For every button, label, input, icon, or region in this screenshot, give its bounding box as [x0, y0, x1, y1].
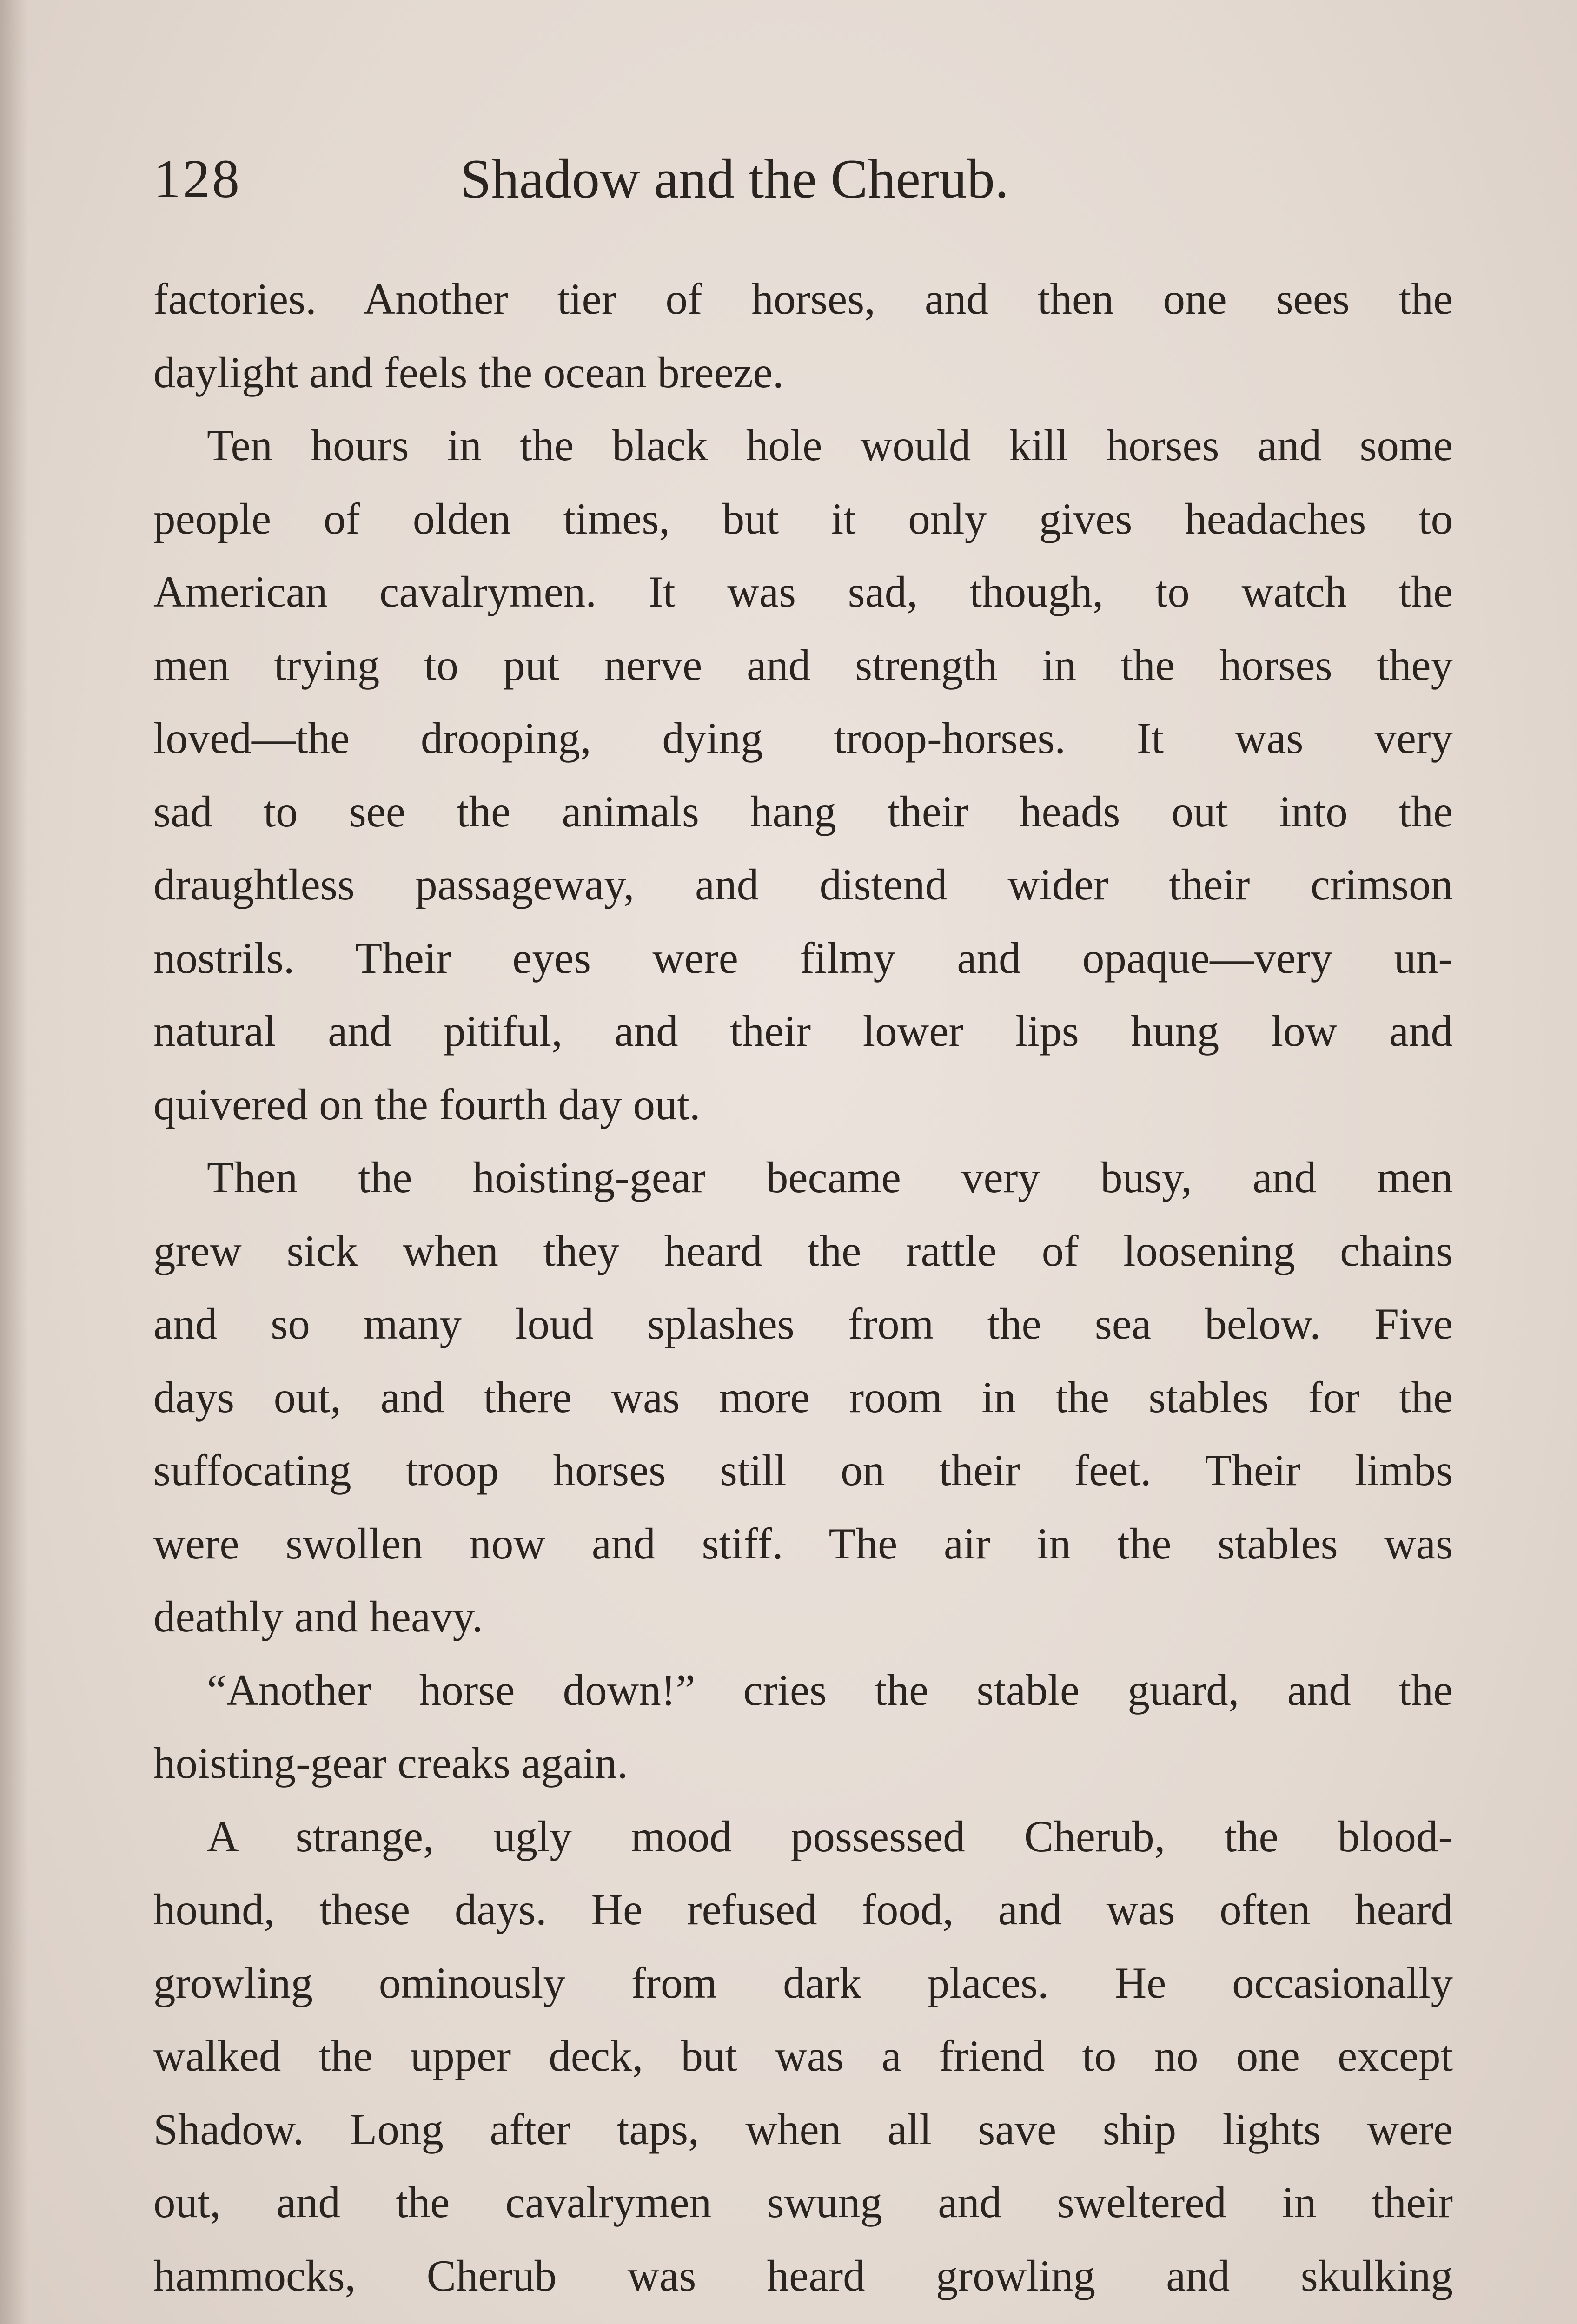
- text-line: natural and pitiful, and their lower lips hung low and: [153, 1006, 1453, 1056]
- body-text: [153, 263, 1453, 2324]
- text-line: Shadow. Long after taps, when all save ship lights were: [153, 2104, 1453, 2154]
- text-line: Ten hours in the black hole would kill horses and some: [207, 421, 1453, 470]
- text-line: quivered on the fourth day out.: [153, 1079, 701, 1129]
- text-line: nostrils. Their eyes were filmy and opaque—very un-: [153, 933, 1453, 983]
- text-line: daylight and feels the ocean breeze.: [153, 347, 784, 397]
- text-line: [153, 2312, 1453, 2324]
- text-line: hammocks, Cherub was heard growling and skulking: [153, 2251, 1453, 2300]
- text-line: sad to see the animals hang their heads out into the: [153, 786, 1453, 836]
- text-line: hoisting-gear creaks again.: [153, 1738, 628, 1788]
- text-line: draughtless passageway, and distend wider their crimson: [153, 860, 1453, 909]
- text-line: American cavalrymen. It was sad, though, to watch the: [153, 567, 1453, 616]
- text-line: suffocating troop horses still on their feet. Their limbs: [153, 1446, 1453, 1495]
- text-line: growling ominously from dark places. He occasionally: [153, 1958, 1453, 2007]
- text-line: A strange, ugly mood possessed Cherub, the blood-: [207, 1811, 1453, 1861]
- text-line: and so many loud splashes from the sea below. Five: [153, 1299, 1453, 1348]
- text-line: out, and the cavalrymen swung and sweltered in their: [153, 2178, 1453, 2227]
- text-line: people of olden times, but it only gives headaches to: [153, 494, 1453, 543]
- page-number: 128: [153, 148, 241, 209]
- text-line: walked the upper deck, but was a friend to no one except: [153, 2031, 1453, 2080]
- text-line: factories. Another tier of horses, and then one sees the: [153, 274, 1453, 324]
- text-line: men trying to put nerve and strength in the horses they: [153, 640, 1453, 690]
- text-line: Then the hoisting-gear became very busy, and men: [207, 1153, 1453, 1202]
- text-line: deathly and heavy.: [153, 1592, 483, 1641]
- text-line: loved—the drooping, dying troop-horses. It was very: [153, 713, 1453, 763]
- text-line: hound, these days. He refused food, and was often heard: [153, 1885, 1453, 1934]
- text-line: grew sick when they heard the rattle of loosening chains: [153, 1226, 1453, 1275]
- page-gutter-shadow: [0, 0, 28, 2324]
- text-line: were swollen now and stiff. The air in the stables was: [153, 1519, 1453, 1568]
- running-title: Shadow and the Cherub.: [460, 148, 1009, 210]
- text-line: “Another horse down!” cries the stable guard, and the: [207, 1665, 1453, 1715]
- text-line: days out, and there was more room in the stables for the: [153, 1372, 1453, 1422]
- page-header: [153, 144, 1451, 214]
